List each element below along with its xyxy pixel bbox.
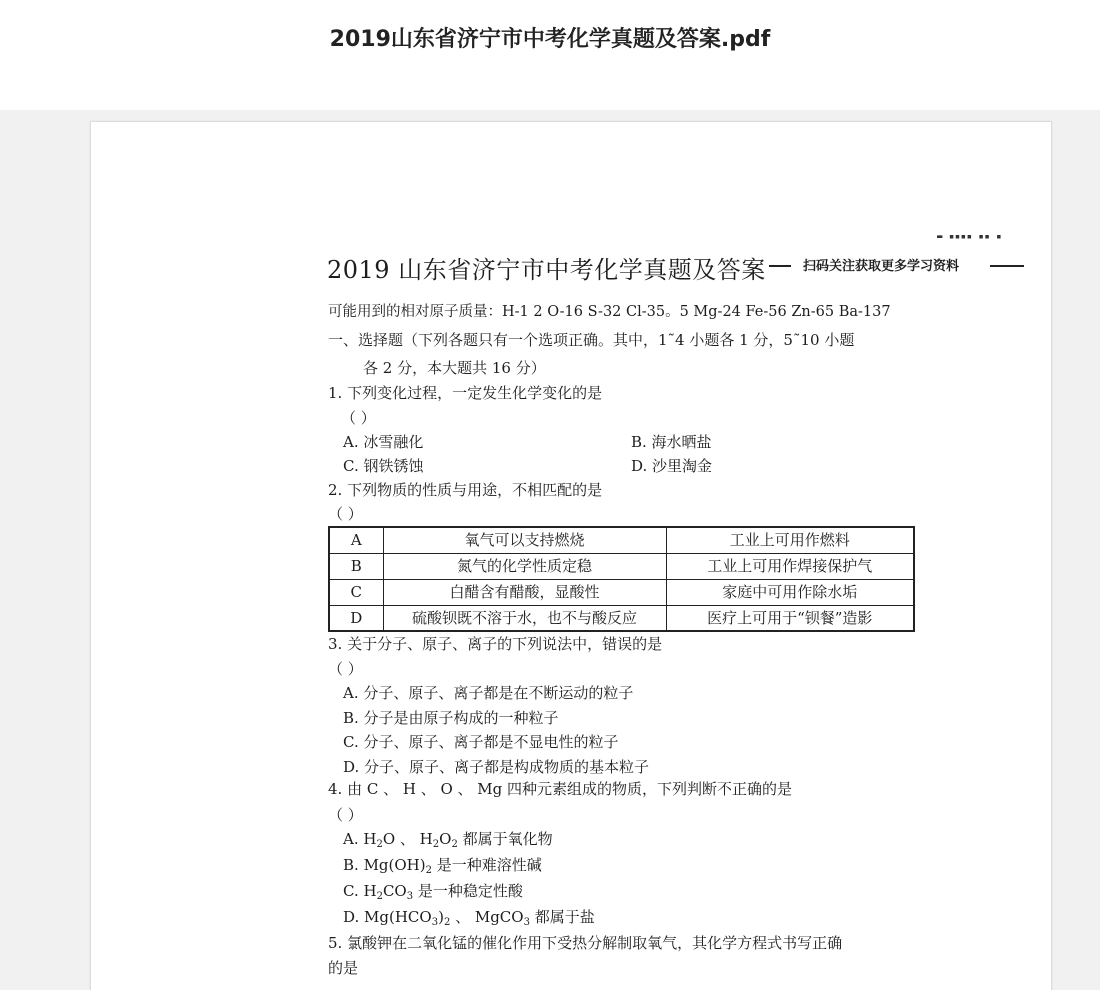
- table-row: [329, 527, 914, 553]
- q1-option-c: C. 钢铁锈蚀: [343, 457, 424, 475]
- q2-stem: 2. 下列物质的性质与用途，不相匹配的是: [328, 481, 603, 499]
- table-row: [329, 579, 914, 605]
- pdf-page: [90, 121, 1052, 990]
- table-cell-use: 工业上可用作焊接保护气: [666, 553, 914, 579]
- q1-option-b: B. 海水晒盐: [631, 433, 712, 451]
- table-cell-key: A: [329, 527, 383, 553]
- q1-option-a: A. 冰雪融化: [343, 433, 424, 451]
- top-marks: ▬ ▪▪▪▪ ▪▪ ▪: [937, 232, 1003, 242]
- table-cell-key: D: [329, 605, 383, 631]
- qr-promo-text: 扫码关注获取更多学习资料: [803, 259, 960, 274]
- table-row: [329, 553, 914, 579]
- decor-line-right: [990, 265, 1024, 267]
- q3-option-d: D. 分子、原子、离子都是构成物质的基本粒子: [343, 758, 650, 776]
- q2-table: [328, 526, 915, 632]
- table-cell-key: B: [329, 553, 383, 579]
- q3-option-a: A. 分子、原子、离子都是在不断运动的粒子: [343, 684, 634, 702]
- q3-option-b: B. 分子是由原子构成的一种粒子: [343, 709, 559, 727]
- table-cell-use: 医疗上可用于“钡餐”造影: [666, 605, 914, 631]
- q3-stem: 3. 关于分子、原子、离子的下列说法中，错误的是: [328, 635, 663, 653]
- q3-answer-paren: （ ）: [328, 660, 363, 678]
- q4-option-d: D. $Mg(HCO_3)_2$ 、 MgCO$_3$ 都属于盐: [343, 908, 595, 928]
- q5-stem: 5. 氯酸钾在二氧化锰的催化作用下受热分解制取氧气，其化学方程式书写正确: [328, 934, 843, 952]
- q1-answer-paren: （ ）: [341, 409, 376, 427]
- q3-option-c: C. 分子、原子、离子都是不显电性的粒子: [343, 733, 619, 751]
- section1-heading: 一、选择题（下列各题只有一个选项正确。其中，1˜4 小题各 1 分，5˜10 小题: [328, 331, 855, 349]
- table-cell-use: 家庭中可用作除水垢: [666, 579, 914, 605]
- table-cell-property: 硫酸钡既不溶于水，也不与酸反应: [383, 605, 666, 631]
- decor-line-left: [769, 265, 791, 267]
- q4-option-a: A. $H_2O$ 、 $H_2O_2$ 都属于氧化物: [343, 830, 553, 850]
- table-cell-key: C: [329, 579, 383, 605]
- document-header: [0, 0, 1100, 110]
- q2-answer-paren: （ ）: [328, 505, 363, 523]
- q1-stem: 1. 下列变化过程，一定发生化学变化的是: [328, 384, 603, 402]
- table-cell-property: 白醋含有醋酸，显酸性: [383, 579, 666, 605]
- section1-heading-cont: 各 2 分，本大题共 16 分）: [363, 359, 546, 377]
- q4-option-c: C. $H_2CO_3$ 是一种稳定性酸: [343, 882, 523, 902]
- q4-stem: 4. 由 C 、 H 、 O 、 Mg 四种元素组成的物质，下列判断不正确的是: [328, 780, 793, 798]
- document-title: 2019山东省济宁市中考化学真题及答案.pdf: [329, 27, 771, 52]
- table-row: [329, 605, 914, 631]
- q4-option-b: B. $Mg(OH)_2$ 是一种难溶性碱: [343, 856, 542, 876]
- table-cell-property: 氮气的化学性质定稳: [383, 553, 666, 579]
- q1-option-d: D. 沙里淘金: [631, 457, 713, 475]
- table-cell-use: 工业上可用作燃料: [666, 527, 914, 553]
- atomic-mass-line: 可能用到的相对原子质量：H-1 2 O-16 S-32 Cl-35。5 Mg-24 Fe-56 Zn-65 Ba-137: [328, 304, 891, 320]
- q5-stem-cont: 的是: [328, 959, 359, 977]
- paper-title: 2019 山东省济宁市中考化学真题及答案: [327, 256, 766, 284]
- table-cell-property: 氧气可以支持燃烧: [383, 527, 666, 553]
- q4-answer-paren: （ ）: [328, 806, 363, 824]
